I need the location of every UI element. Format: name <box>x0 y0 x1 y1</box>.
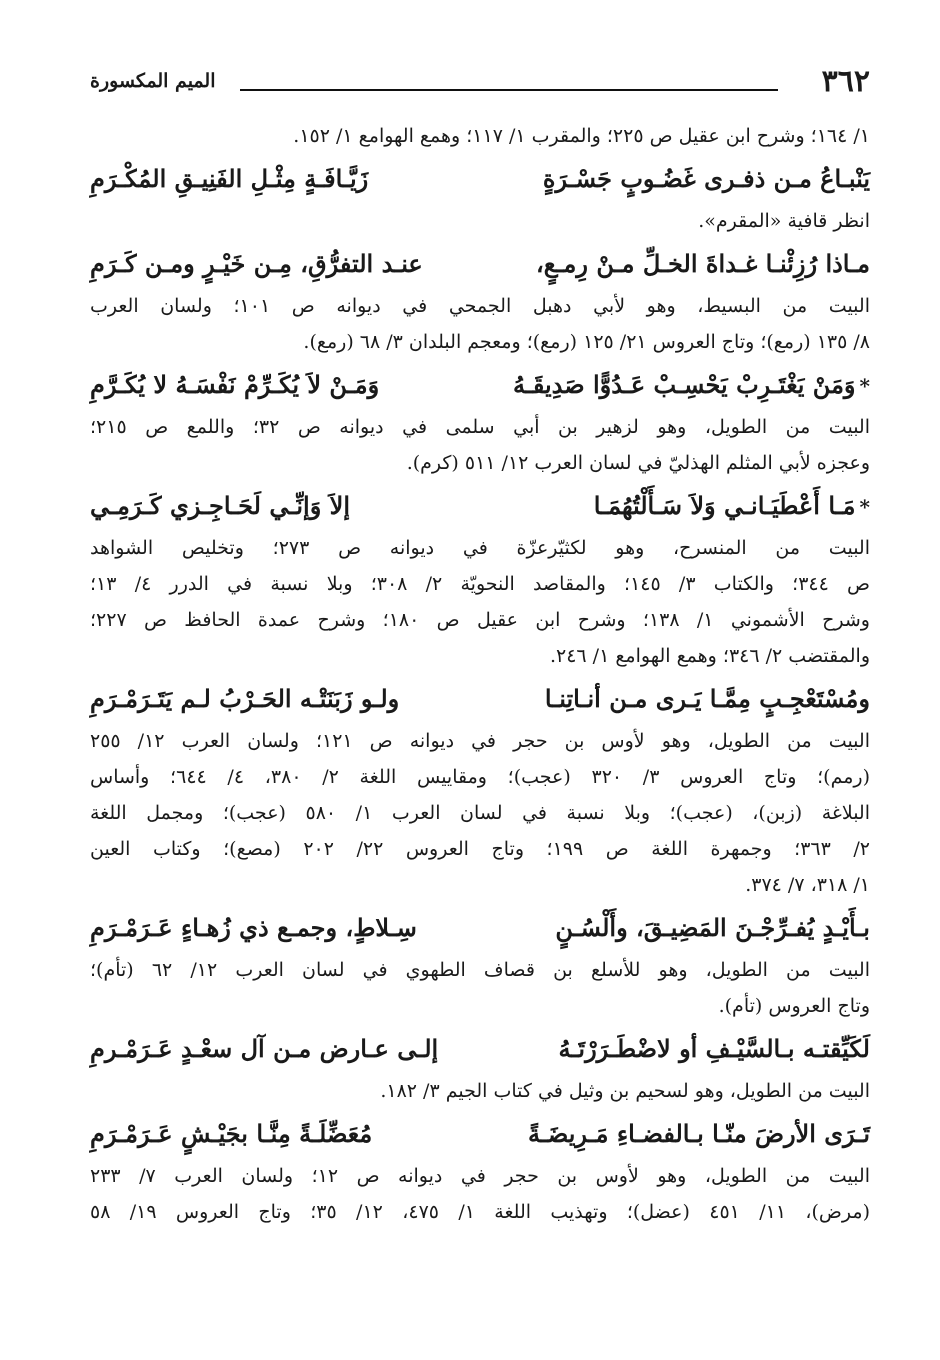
verse-second-hemistich: سِـلاطٍ، وجمـع ذي زُهـاءٍ عَـرَمْـرَمِ <box>90 913 417 942</box>
footnote-line: ٢/ ٣٦٣؛ وجمهرة اللغة ص ١٩٩؛ وتاج العروس ٢٢/ ٢٠٢ (مصع)؛ وكتاب العين <box>90 838 870 860</box>
footnote-line: البيت من الطويل، وهو لأوس بن حجر في ديوانه ص ١٢؛ ولسان العرب ٧/ ٢٣٣ <box>90 1165 870 1187</box>
poem-verse <box>90 1024 870 1073</box>
poem-verse <box>90 239 870 288</box>
chapter-title: الميم المكسورة <box>90 70 216 92</box>
footnote-line: البيت من الطويل، وهو للأسلع بن قصاف الطهوي في لسان العرب ١٢/ ٦٢ (تأم)؛ <box>90 959 870 981</box>
footnote-line: والمقتضب ٢/ ٣٤٦؛ وهمع الهوامع ١/ ٢٤٦. <box>549 645 870 667</box>
verse-sadr-text: ومُسْتَعْجِـبٍ مِمَّـا يَـرى مـن أنـاتِنـا <box>544 684 870 713</box>
footnote-line: البيت من الطويل، وهو لزهير بن أبي سلمى في ديوانه ص ٣٢؛ واللمع ص ٢١٥؛ <box>90 416 870 438</box>
poem-verse <box>90 674 870 723</box>
verse-first-hemistich <box>536 239 870 288</box>
verse-sadr-text: مَـا أَعْطَيَـانـي وَلاَ سَـأَلْتُهُمَـا <box>593 491 856 520</box>
footnote-line: البيت من البسيط، وهو لأبي دهبل الجمحي في ديوانه ص ١٠١؛ ولسان العرب <box>90 295 870 317</box>
footnote-line: ص ٣٤٤؛ والكتاب ٣/ ١٤٥؛ والمقاصد النحويّة ٢/ ٣٠٨؛ وبلا نسبة في الدرر ٤/ ١٣؛ <box>90 573 870 595</box>
page-body <box>90 118 870 1230</box>
footnote-line: البلاغة (زبن)، (عجب)؛ وبلا نسبة في لسان العرب ١/ ٥٨٠ (عجب)؛ ومجمل اللغة <box>90 802 870 824</box>
footnote-line: البيت من المنسرح، وهو لكثيّرعزّة في ديوانه ص ٢٧٣؛ وتخليص الشواهد <box>90 537 870 559</box>
footnote-line: ١/ ٣١٨، ٧/ ٣٧٤. <box>745 874 870 896</box>
verse-first-hemistich <box>513 360 870 411</box>
footnote-line: وتاج العروس (تأم). <box>718 995 870 1017</box>
verse-sadr-text: مـاذا رُزِئْنـا غـداةَ الخـلِّ مـنْ رِمـعٍ، <box>535 249 870 278</box>
verse-first-hemistich <box>528 1109 870 1158</box>
verse-first-hemistich <box>545 674 870 723</box>
poem-verse <box>90 481 870 530</box>
footnote-line: (مرض)، ١١/ ٤٥١ (عضل)؛ وتهذيب اللغة ١/ ٤٧٥، ١٢/ ٣٥؛ وتاج العروس ١٩/ ٥٨ <box>90 1201 870 1223</box>
footnote-line: البيت من الطويل، وهو لسحيم بن وثيل في كتاب الجيم ٣/ ١٨٢. <box>380 1080 870 1102</box>
verse-sadr-text: لَكَيِّقتـه بـالسَّيْـفِ أو لاضْطَـرَرْتَـهُ <box>558 1034 870 1063</box>
verse-second-hemistich: إلاَ وَإنِّـي لَحَـاجِـزي كَـرَمِـي <box>90 491 351 520</box>
footnote-line: (رمم)؛ وتاج العروس ٣/ ٣٢٠ (عجب)؛ ومقاييس اللغة ٢/ ٣٨٠، ٤/ ٦٤٤؛ وأساس <box>90 766 870 788</box>
footnote-line: البيت من الطويل، وهو لأوس بن حجر في ديوانه ص ١٢١؛ ولسان العرب ١٢/ ٢٥٥ <box>90 730 870 752</box>
poem-verse <box>90 903 870 952</box>
page-header <box>90 62 870 102</box>
verse-star-marker: * <box>859 374 870 398</box>
verse-first-hemistich <box>555 903 870 952</box>
verse-second-hemistich: عنـد التفرُّقِ، مِـن خَيْـرٍ ومـن كَـرَمِ <box>90 249 423 278</box>
verse-second-hemistich: مُعَضِّلَـةً مِنَّـا بجَيْـشٍ عَـرَمْـرَمِ <box>90 1119 373 1148</box>
verse-sadr-text: وَمَنْ يَغْتَـرِبْ يَحْسِـبْ عَـدُوًّا صَدِيقَـهُ <box>512 370 856 399</box>
poem-verse <box>90 1109 870 1158</box>
footnote-line: ٨/ ١٣٥ (رمع)؛ وتاج العروس ٢١/ ١٢٥ (رمع)؛ ومعجم البلدان ٣/ ٦٨ (رمع). <box>303 331 870 353</box>
verse-star-marker: * <box>859 495 870 519</box>
verse-second-hemistich: زَيَّـافَـةٍ مِثْـلِ الفَنِيـقِ المُكْـرَمِ <box>90 164 369 193</box>
poem-verse <box>90 154 870 203</box>
poem-verse <box>90 360 870 409</box>
footnote-line: انظر قافية «المقرم». <box>698 210 870 232</box>
footnote-line: وشرح الأشموني ١/ ١٣٨؛ وشرح ابن عقيل ص ١٨٠؛ وشرح عمدة الحافظ ص ٢٢٧؛ <box>90 609 870 631</box>
verse-sadr-text: بـأَيْـدٍ يُفـرِّجْـنَ المَضِيـقَ، وأَلْسُـنٍ <box>555 913 870 942</box>
verse-sadr-text: يَنْبـاعُ مـن ذفـرى غَضُـوبٍ جَسْـرَةٍ <box>542 164 870 193</box>
verse-first-hemistich <box>543 154 870 203</box>
verse-second-hemistich: ولـو زَبَنَتْـه الحَـرْبُ لـم يَتَـرَمْـرَمِ <box>90 684 400 713</box>
page-number: ٣٦٢ <box>821 64 870 99</box>
header-rule <box>240 89 778 91</box>
verse-second-hemistich: وَمَـنْ لاَ يُكَـرِّمْ نَفْسَـهُ لا يُكَـرَّمِ <box>90 370 380 399</box>
footnote-line: ١/ ١٦٤؛ وشرح ابن عقيل ص ٢٢٥؛ والمقرب ١/ ١١٧؛ وهمع الهوامع ١/ ١٥٢. <box>293 125 870 147</box>
verse-first-hemistich <box>594 481 870 532</box>
footnote-line: وعجزه لأبي المثلم الهذليّ في لسان العرب ١٢/ ٥١١ (كرم). <box>406 452 870 474</box>
verse-second-hemistich: إلـى عـارض مـن آل سعْـدٍ عَـرَمْـرمِ <box>90 1034 439 1063</box>
verse-sadr-text: تَـرَى الأرضَ منّـا بـالفضـاءِ مَـرِيضَـةً <box>528 1119 870 1148</box>
verse-first-hemistich <box>559 1024 870 1073</box>
